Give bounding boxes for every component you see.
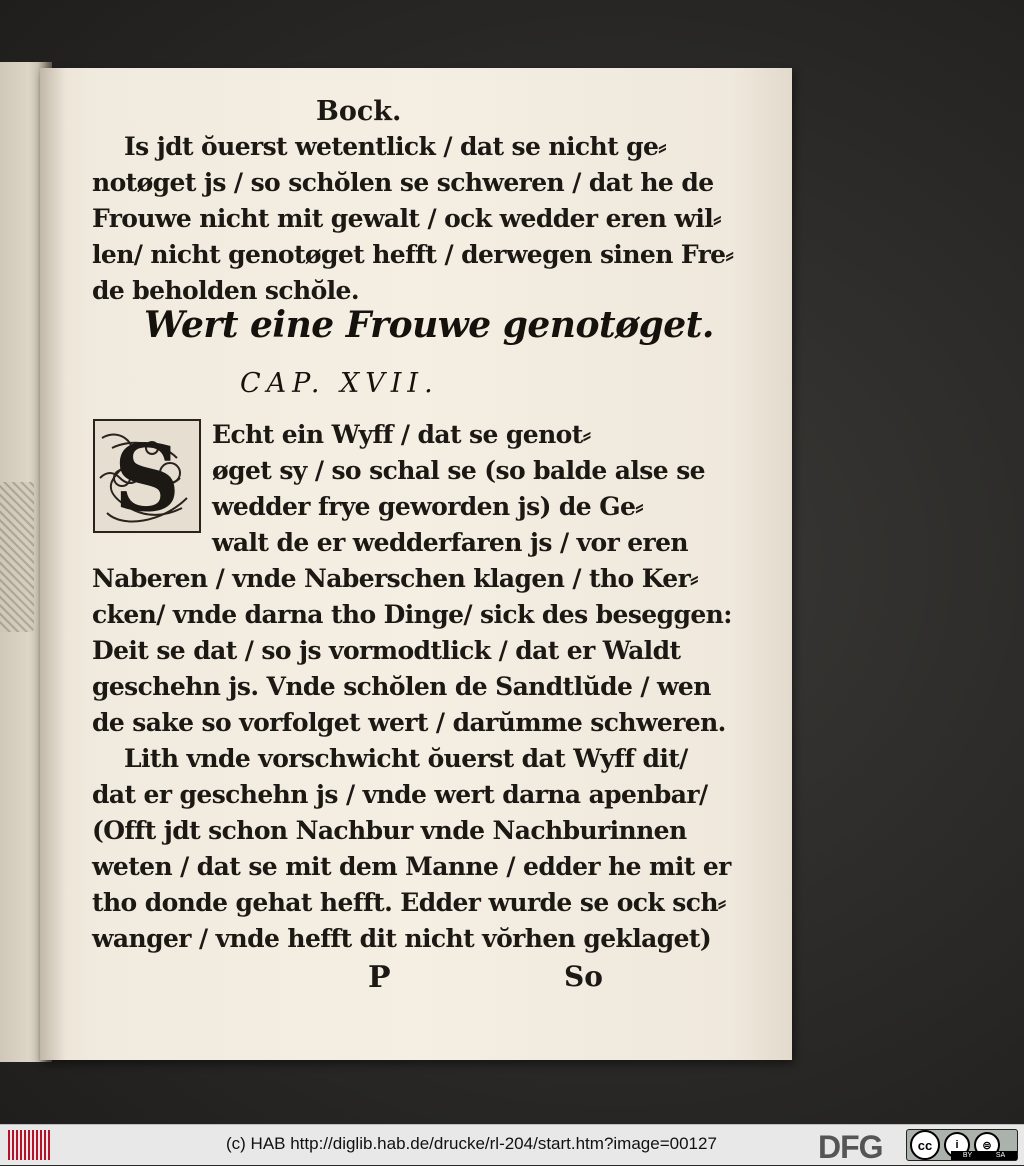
text-line: dat er geschehn js / vnde wert darna apenbar/ — [92, 780, 708, 809]
text-line: Naberen / vnde Naberschen klagen / tho Ker⸗ — [92, 564, 698, 593]
section-heading: Wert eine Frouwe genotøget. — [144, 304, 714, 346]
text-line: Lith vnde vorschwicht ŏuerst dat Wyff dit/ — [124, 744, 688, 773]
license-labels — [951, 1151, 1017, 1160]
text-line: walt de er wedderfaren js / vor eren — [212, 528, 689, 557]
viewer-footer — [0, 1124, 1024, 1165]
license-label-sa: SA — [995, 1152, 1006, 1159]
text-line: len/ nicht genotøget hefft / derwegen sinen Fre⸗ — [92, 240, 734, 269]
text-line: de sake so vorfolget wert / darŭmme schweren. — [92, 708, 726, 737]
gutter-shadow — [40, 68, 66, 1060]
hab-logo[interactable] — [8, 1130, 50, 1160]
text-line: Is jdt ŏuerst wetentlick / dat se nicht ge⸗ — [124, 132, 667, 161]
decorated-initial-s — [92, 418, 202, 534]
chapter-number: CAP. XVII. — [240, 368, 439, 399]
copyright-link[interactable]: (c) HAB http://diglib.hab.de/drucke/rl-204/start.htm?image=00127 — [226, 1134, 717, 1153]
text-line: Echt ein Wyff / dat se genot⸗ — [212, 420, 591, 449]
text-line: (Offt jdt schon Nachbur vnde Nachburinnen — [92, 816, 687, 845]
signature-mark: P — [368, 960, 391, 995]
catchword: So — [564, 960, 603, 993]
dfg-logo[interactable]: DFG — [818, 1129, 883, 1165]
text-line: wanger / vnde hefft dit nicht vŏrhen geklaget) — [92, 924, 712, 953]
text-line: cken/ vnde darna tho Dinge/ sick des beseggen: — [92, 600, 732, 629]
share-alike-icon: ⊜ — [974, 1132, 1000, 1158]
svg-text:S: S — [113, 424, 181, 532]
cc-license-badge[interactable] — [906, 1129, 1018, 1161]
previous-page-ornament — [0, 482, 34, 632]
license-label-by: BY — [962, 1152, 973, 1159]
text-line: wedder frye geworden js) de Ge⸗ — [212, 492, 643, 521]
cc-icon: cc — [910, 1130, 940, 1160]
text-line: de beholden schŏle. — [92, 276, 359, 305]
text-line: tho donde gehat hefft. Edder wurde se ock sch⸗ — [92, 888, 726, 917]
text-line: øget sy / so schal se (so balde alse se — [212, 456, 705, 485]
attribution-icon: i — [944, 1132, 970, 1158]
text-line: notøget js / so schŏlen se schweren / dat he de — [92, 168, 714, 197]
text-line: Frouwe nicht mit gewalt / ock wedder eren wil⸗ — [92, 204, 721, 233]
text-line: Deit se dat / so js vormodtlick / dat er Waldt — [92, 636, 681, 665]
text-line: weten / dat se mit dem Manne / edder he mit er — [92, 852, 731, 881]
text-line: geschehn js. Vnde schŏlen de Sandtlŭde / wen — [92, 672, 711, 701]
running-head: Bock. — [316, 96, 402, 127]
